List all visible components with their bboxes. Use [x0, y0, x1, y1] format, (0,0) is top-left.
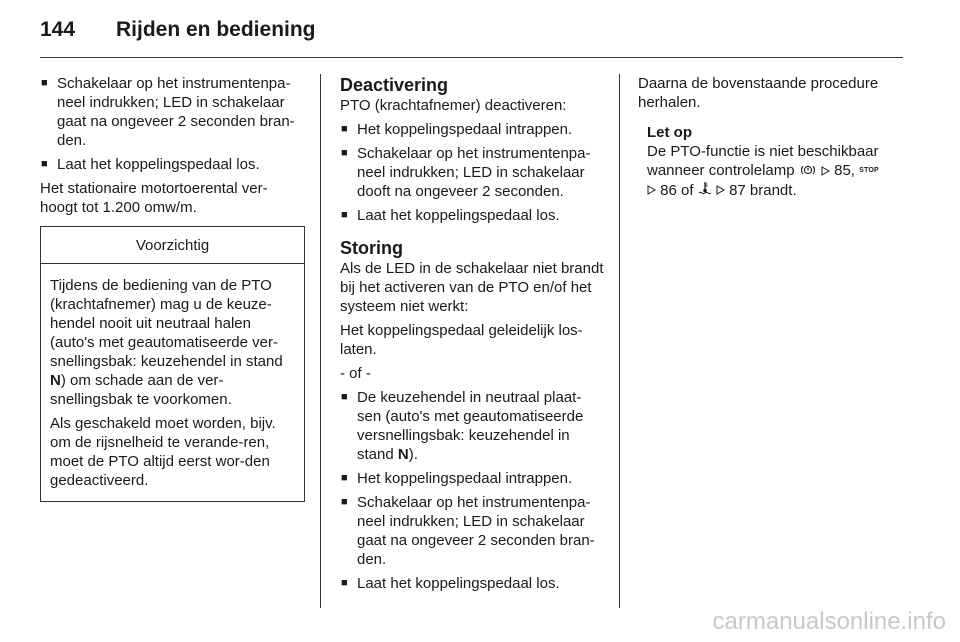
list-item: ■ Laat het koppelingspedaal los.	[341, 207, 560, 224]
note-text: De PTO-functie is niet beschikbaar wanneer controlelamp 85, $^{STOP}$ 86 of 87 brandt.	[647, 143, 879, 199]
column-right	[638, 74, 903, 200]
bullet-icon: ■	[341, 209, 348, 221]
list-item: ■ Schakelaar op het instrumentenpa-neel indrukken; LED in schakelaar gaat na ongeveer 2 seconden bran-den.	[341, 494, 595, 568]
column-left	[40, 74, 305, 502]
paragraph: Daarna de bovenstaande procedure herhalen.	[638, 75, 879, 111]
paragraph: - of -	[340, 365, 371, 382]
paragraph: PTO (krachtafnemer) deactiveren:	[340, 97, 567, 114]
stop-lamp-icon: STOP	[859, 167, 879, 174]
column-divider	[619, 74, 620, 608]
section-heading-deactivering: Deactivering	[340, 75, 449, 95]
list-item: ■ Het koppelingspedaal intrappen.	[341, 470, 573, 487]
bullet-icon: ■	[341, 577, 348, 589]
list-item: ■ Laat het koppelingspedaal los.	[341, 575, 560, 592]
bullet-icon: ■	[341, 496, 348, 508]
column-middle	[340, 74, 605, 598]
bullet-icon: ■	[341, 147, 348, 159]
section-heading-storing: Storing	[340, 238, 403, 258]
page-number: 144	[40, 18, 76, 41]
page-title: Rijden en bediening	[116, 18, 316, 41]
column-divider	[320, 74, 321, 608]
caution-paragraph: Tijdens de bediening van de PTO (krachtafnemer) mag u de keuze-hendel nooit uit neutraal halen (auto's met geautomatiseerde ver-snellingsbak: keuzehendel in stand N) om schade aan de ver-snellingsbak te voorkomen.	[50, 277, 283, 408]
list-item: ■ Schakelaar op het instrumentenpa-neel indrukken; LED in schakelaar dooft na ongeveer 2 seconden.	[341, 145, 591, 200]
triangle-reference-icon	[716, 181, 725, 200]
list-item: ■ De keuzehendel in neutraal plaat-sen (auto's met geautomatiseerde versnellingsbak: keuzehendel in stand N).	[341, 389, 584, 463]
list-item: ■ Het koppelingspedaal intrappen.	[341, 121, 573, 138]
coolant-temperature-lamp-icon	[698, 181, 712, 200]
note-block	[638, 123, 903, 200]
paragraph: Het koppelingspedaal geleidelijk los-laten.	[340, 322, 583, 358]
list-item: ■ Schakelaar op het instrumentenpa-neel indrukken; LED in schakelaar gaat na ongeveer 2 seconden bran-den.	[41, 75, 295, 149]
list-item: ■ Laat het koppelingspedaal los.	[41, 156, 260, 173]
caution-body	[41, 264, 304, 501]
triangle-reference-icon	[821, 162, 830, 181]
header-rule	[40, 57, 903, 58]
caution-box	[40, 226, 305, 502]
bullet-icon: ■	[41, 77, 48, 89]
bullet-icon: ■	[341, 391, 348, 403]
bullet-icon: ■	[41, 158, 48, 170]
caution-paragraph: Als geschakeld moet worden, bijv. om de rijsnelheid te verande-ren, moet de PTO altijd eerst wor-den gedeactiveerd.	[50, 415, 276, 489]
note-title: Let op	[647, 124, 692, 141]
bullet-icon: ■	[341, 472, 348, 484]
transmission-warning-lamp-icon	[799, 162, 817, 181]
paragraph: Als de LED in de schakelaar niet brandt bij het activeren van de PTO en/of het systeem niet werkt:	[340, 260, 604, 315]
triangle-reference-icon	[647, 181, 656, 200]
watermark: carmanualsonline.info	[712, 608, 946, 635]
paragraph: Het stationaire motortoerental ver-hoogt tot 1.200 omw/m.	[40, 180, 268, 216]
caution-heading: Voorzichtig	[41, 227, 304, 264]
bullet-icon: ■	[341, 123, 348, 135]
